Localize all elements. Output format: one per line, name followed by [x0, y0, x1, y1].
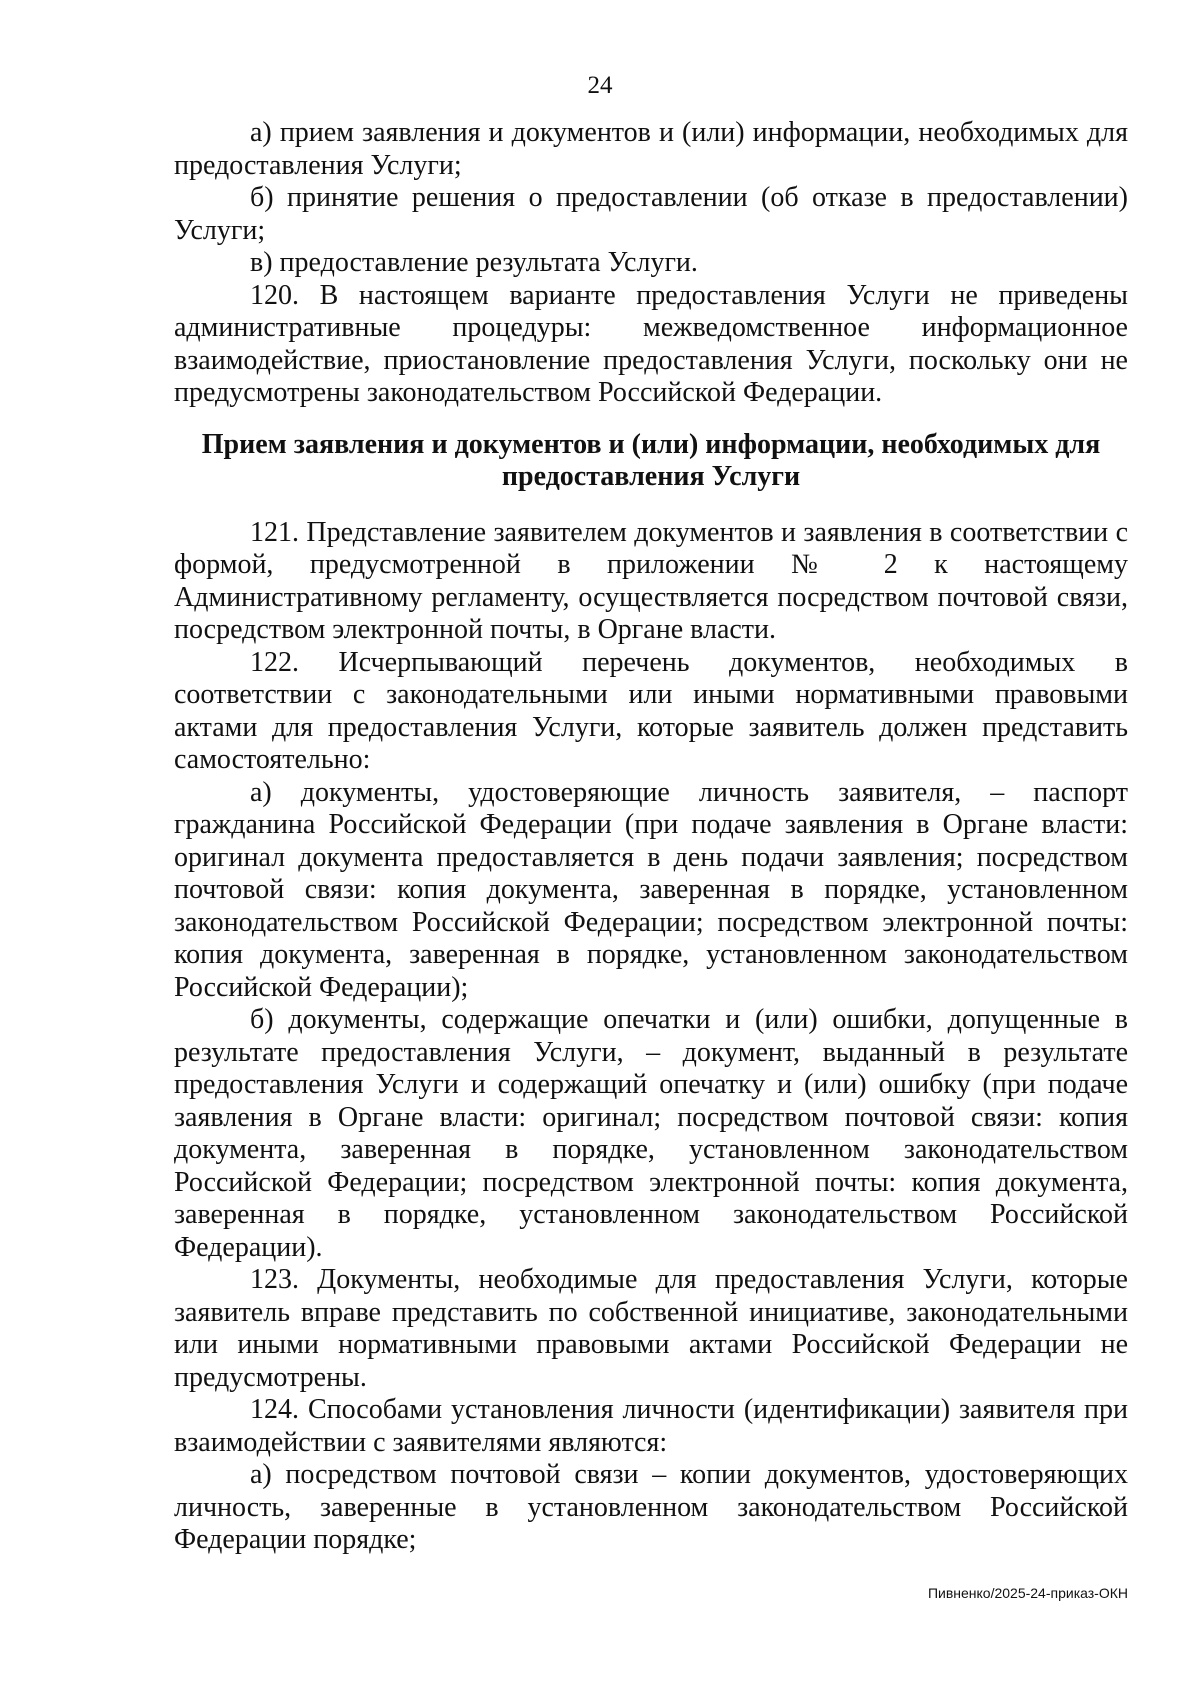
paragraph-120: 120. В настоящем варианте предоставления Услуги не приведены административные процедуры: межведомственное информационное взаимодействие, приостановление предоставления Услуги, поскольку они не предусмотрены законодательством Российской Федерации. [174, 279, 1128, 408]
paragraph-124-a: а) посредством почтовой связи – копии документов, удостоверяющих личность, заверенные в установленном законодательством Российской Федерации порядке; [174, 1459, 1128, 1555]
paragraph-122-b: б) документы, содержащие опечатки и (или) ошибки, допущенные в результате предоставления Услуги, – документ, выданный в результате предоставления Услуги и содержащий опечатку и (или) ошибку (при подаче заявления в Органе власти: оригинал; посредством почтовой связи: копия документа, заверенная в порядке, установленном законодательством Российской Федерации; посредством электронной почты: копия документа, заверенная в порядке, установленном законодательством Российской Федерации). [174, 1004, 1128, 1263]
paragraph-item-b: б) принятие решения о предоставлении (об отказе в предоставлении) Услуги; [174, 182, 1128, 246]
paragraph-123: 123. Документы, необходимые для предоставления Услуги, которые заявитель вправе представить по собственной инициативе, законодательными или иными нормативными правовыми актами Российской Федерации не предусмотрены. [174, 1264, 1128, 1393]
section-heading: Прием заявления и документов и (или) информации, необходимых для предоставления Услуги [201, 428, 1101, 492]
paragraph-item-v: в) предоставление результата Услуги. [250, 247, 698, 278]
paragraph-124: 124. Способами установления личности (идентификации) заявителя при взаимодействии с заявителями являются: [174, 1394, 1128, 1458]
paragraph-item-a: а) прием заявления и документов и (или) информации, необходимых для предоставления Услуги; [174, 117, 1128, 181]
document-body [174, 117, 1128, 1557]
document-footer-code: Пивненко/2025-24-приказ-ОКН [927, 1585, 1128, 1601]
paragraph-122: 122. Исчерпывающий перечень документов, необходимых в соответствии с законодательными или иными нормативными правовыми актами для предоставления Услуги, которые заявитель должен представить самостоятельно: [174, 646, 1128, 775]
paragraph-122-a: а) документы, удостоверяющие личность заявителя, – паспорт гражданина Российской Федерации (при подаче заявления в Органе власти: оригинал документа предоставляется в день подачи заявления; посредством почтовой связи: копия документа, заверенная в порядке, установленном законодательством Российской Федерации; посредством электронной почты: копия документа, заверенная в порядке, установленном законодательством Российской Федерации); [174, 776, 1128, 1003]
page-number: 24 [587, 72, 613, 99]
paragraph-121: 121. Представление заявителем документов и заявления в соответствии с формой, предусмотренной в приложении № 2 к настоящему Административному регламенту, осуществляется посредством почтовой связи, посредством электронной почты, в Органе власти. [174, 516, 1128, 645]
